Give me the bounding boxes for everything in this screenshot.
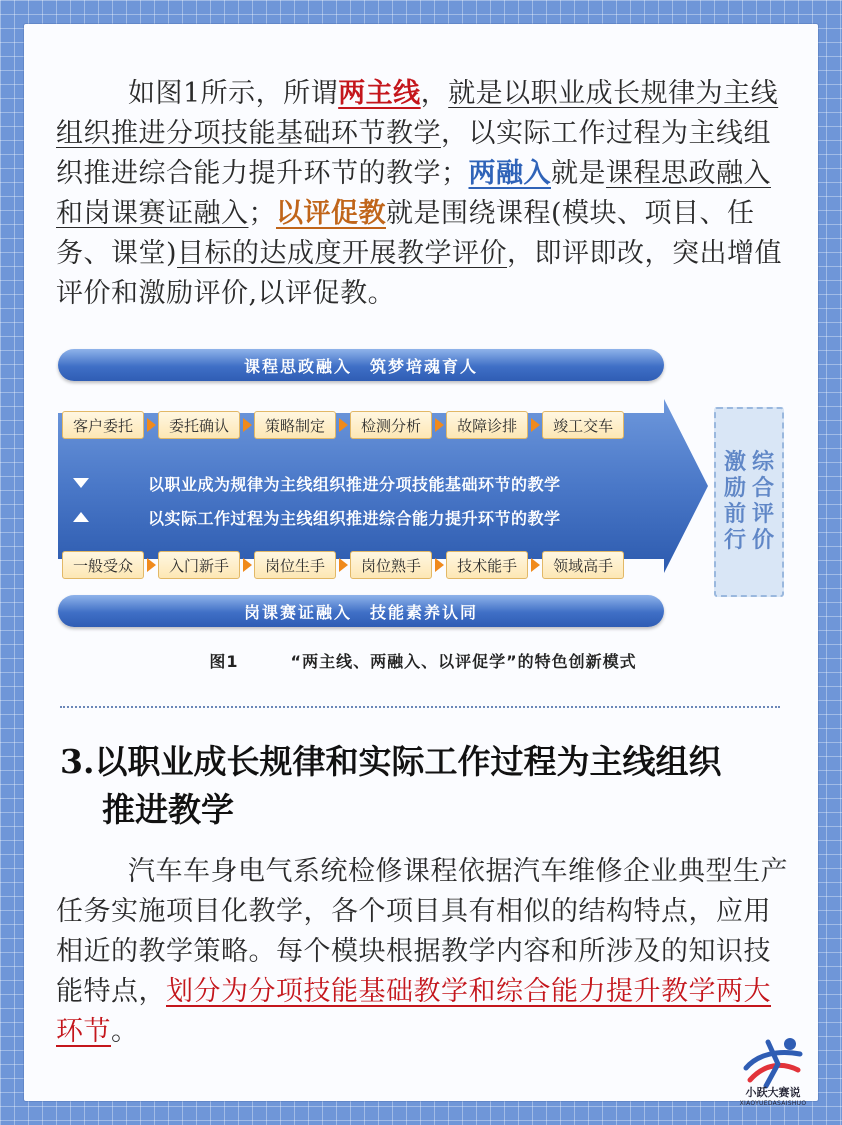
text-span: 如图1所示，所谓 xyxy=(128,78,339,109)
step-item: 故障诊排 xyxy=(446,411,528,439)
eval-char: 合 xyxy=(752,476,775,501)
figure-1 xyxy=(58,349,788,671)
body-paragraph xyxy=(56,852,796,1052)
step-item: 岗位生手 xyxy=(254,551,336,579)
growth-steps-row xyxy=(62,551,624,579)
keyword-evaluation: 以评促教 xyxy=(276,198,386,229)
chevron-right-icon xyxy=(528,551,542,579)
brand-logo-text xyxy=(730,1084,816,1107)
caption-text: “两主线、两融入、以评促学”的特色创新模式 xyxy=(290,652,637,671)
underlined-text: 就是以职业成长规律为主线组织推进分项技能基础环节教学 xyxy=(56,78,779,149)
step-item: 一般受众 xyxy=(62,551,144,579)
underlined-text: 课程思政融入和岗课赛证融入 xyxy=(56,158,771,229)
step-item: 技术能手 xyxy=(446,551,528,579)
highlight-text: 划分为分项技能基础教学和综合能力提升教学两大环节 xyxy=(56,976,771,1047)
eval-char: 评 xyxy=(752,502,775,527)
chevron-right-icon xyxy=(144,551,158,579)
intro-paragraph xyxy=(56,74,786,314)
step-item: 检测分析 xyxy=(350,411,432,439)
step-item: 客户委托 xyxy=(62,411,144,439)
eval-char: 行 xyxy=(723,528,746,553)
keyword-two-lines: 两主线 xyxy=(338,78,421,109)
chevron-right-icon xyxy=(240,411,254,439)
step-item: 竣工交车 xyxy=(542,411,624,439)
text-span: ， xyxy=(420,78,449,109)
chevron-right-icon xyxy=(336,411,350,439)
text-span: 。 xyxy=(111,1016,139,1047)
heading-line: 推进教学 xyxy=(102,790,234,829)
eval-char: 前 xyxy=(723,502,746,527)
dotted-divider xyxy=(60,706,780,708)
step-item: 策略制定 xyxy=(254,411,336,439)
evaluation-box xyxy=(714,407,784,597)
text-span: 就是围绕课程(模块、项目、任务、课堂) xyxy=(56,198,755,269)
brand-subtitle: XIAOYUEDASAISHUO xyxy=(739,1100,807,1107)
keyword-two-merge: 两融入 xyxy=(468,158,551,189)
mainline-work-text: 以实际工作过程为主线组织推进综合能力提升环节的教学 xyxy=(148,508,561,528)
chevron-right-icon xyxy=(528,411,542,439)
text-span: ，即评即改，突出增值评价和激励评价,以评促教。 xyxy=(56,238,783,309)
step-item: 领域高手 xyxy=(542,551,624,579)
process-steps-row xyxy=(62,411,624,439)
top-band: 课程思政融入 筑梦培魂育人 xyxy=(58,349,664,381)
text-span: 就是 xyxy=(551,158,606,189)
chevron-right-icon xyxy=(336,551,350,579)
arrow-down-icon xyxy=(58,478,104,488)
step-item: 岗位熟手 xyxy=(350,551,432,579)
brand-name: 小跃大赛说 xyxy=(745,1086,801,1099)
chevron-right-icon xyxy=(432,551,446,579)
text-span: ； xyxy=(248,198,276,229)
mainline-skill-text: 以职业成为规律为主线组织推进分项技能基础环节的教学 xyxy=(148,474,561,494)
section-heading xyxy=(60,738,800,834)
text-span: ，以实际工作过程为主线组织推进综合能力提升环节的教学； xyxy=(56,118,771,189)
chevron-right-icon xyxy=(144,411,158,439)
step-item: 入门新手 xyxy=(158,551,240,579)
eval-char: 价 xyxy=(752,528,775,553)
eval-char: 励 xyxy=(723,476,746,501)
figure-caption xyxy=(58,649,788,672)
heading-line: 3.以职业成长规律和实际工作过程为主线组织 xyxy=(60,742,722,781)
underlined-text: 目标的达成度开展教学评价 xyxy=(177,238,508,269)
mainline-skill-row xyxy=(58,467,678,499)
step-item: 委托确认 xyxy=(158,411,240,439)
mainline-work-row xyxy=(58,501,678,533)
text-span: 汽车车身电气系统检修课程依据汽车维修企业典型生产任务实施项目化教学，各个项目具有相似的结构特点，应用相近的教学策略。每个模块根据教学内容和所涉及的知识技能特点， xyxy=(56,856,788,1007)
caption-label: 图1 xyxy=(209,652,239,671)
evaluation-col-left xyxy=(724,450,746,554)
document-page xyxy=(24,24,818,1107)
eval-char: 激 xyxy=(723,450,746,475)
bottom-band: 岗课赛证融入 技能素养认同 xyxy=(58,595,664,627)
evaluation-col-right xyxy=(752,450,774,554)
eval-char: 综 xyxy=(752,450,775,475)
arrow-up-icon xyxy=(58,512,104,522)
chevron-right-icon xyxy=(432,411,446,439)
chevron-right-icon xyxy=(240,551,254,579)
